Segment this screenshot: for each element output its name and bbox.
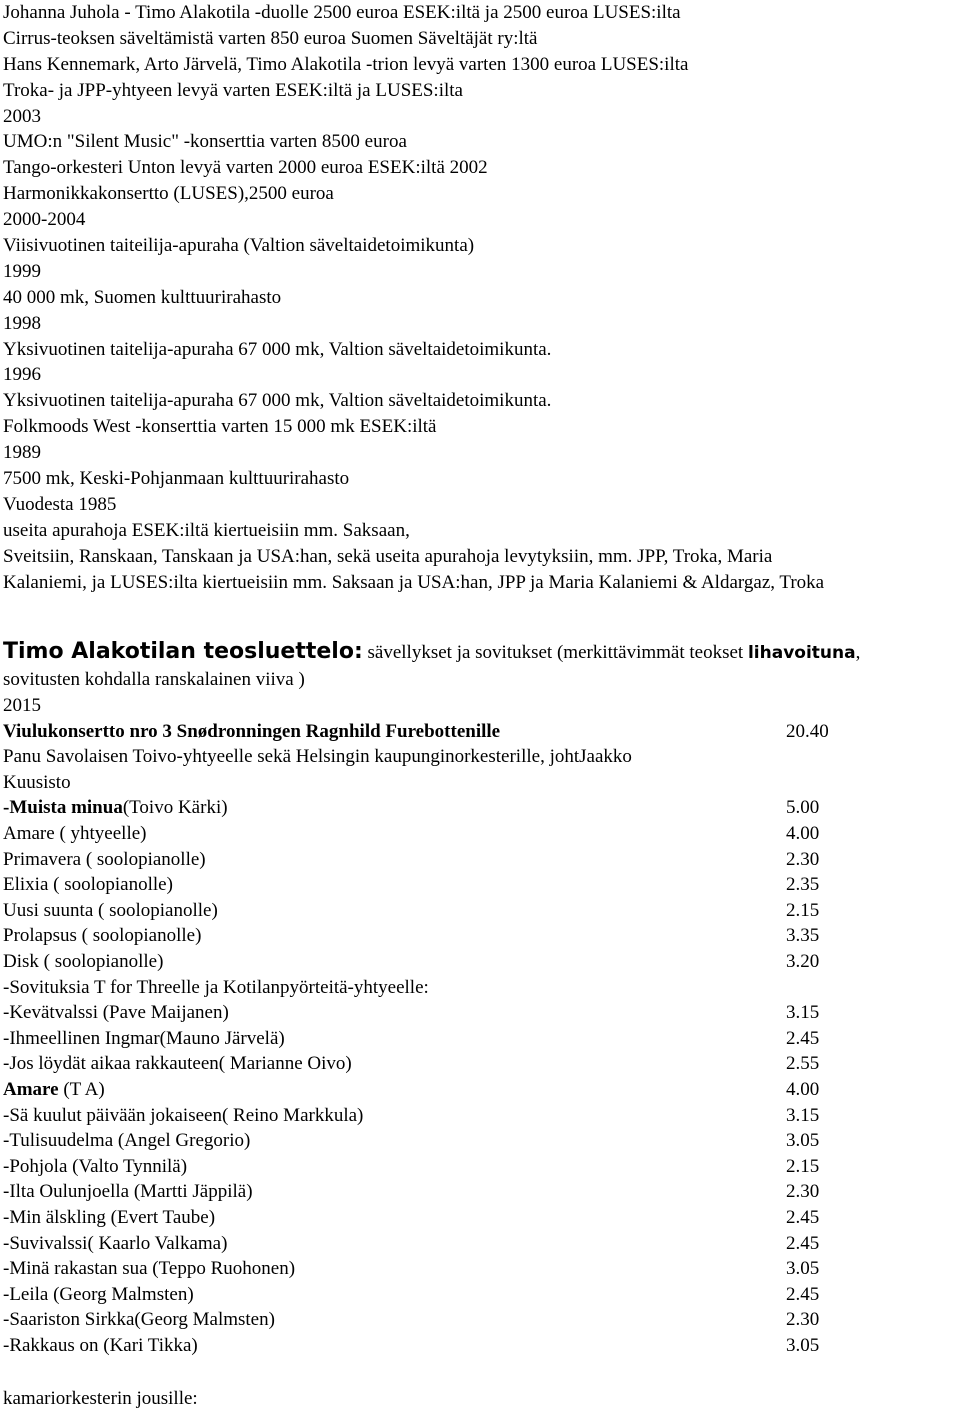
work-title: Primavera ( soolopianolle): [3, 848, 206, 870]
grant-line: UMO:n "Silent Music" -konserttia varten 8500 euroa: [3, 131, 407, 153]
grant-line: Viisivuotinen taiteilija-apuraha (Valtion säveltaidetoimikunta): [3, 235, 475, 257]
work-row: [3, 719, 959, 745]
grants-list: [3, 0, 959, 595]
works-heading-line2: sovitusten kohdalla ranskalainen viiva ): [3, 669, 305, 691]
work-title: -Saariston Sirkka(Georg Malmsten): [3, 1309, 275, 1331]
works-heading-title: Timo Alakotilan teosluettelo:: [3, 639, 363, 665]
work-duration: 2.35: [786, 874, 820, 896]
grant-line: Sveitsiin, Ranskaan, Tanskaan ja USA:han, sekä useita apurahoja levytyksiin, mm. JPP, Troka, Maria: [3, 545, 773, 567]
work-title: -Pohjola (Valto Tynnilä): [3, 1155, 188, 1177]
work-title: -Min älskling (Evert Taube): [3, 1206, 216, 1228]
work-title-bold: Amare: [3, 1078, 59, 1100]
work-row: [3, 898, 959, 924]
grant-year: Vuodesta 1985: [3, 493, 117, 515]
work-duration: 3.05: [786, 1258, 820, 1280]
work-title: (T A): [58, 1078, 105, 1100]
work-row: [3, 1179, 959, 1205]
work-duration: 2.15: [786, 1155, 820, 1177]
work-title: -Suvivalssi( Kaarlo Valkama): [3, 1232, 228, 1254]
work-title-bold: -Muista minua: [3, 797, 123, 819]
work-duration: 2.45: [786, 1283, 820, 1305]
work-row: [3, 1077, 959, 1103]
work-duration: 3.35: [786, 925, 820, 947]
work-row: [3, 1205, 959, 1231]
grant-line: 40 000 mk, Suomen kulttuurirahasto: [3, 286, 282, 308]
work-title: Elixia ( soolopianolle): [3, 874, 173, 896]
works-list: [3, 719, 959, 1359]
grant-line: Cirrus-teoksen säveltämistä varten 850 euroa Suomen Säveltäjät ry:ltä: [3, 27, 538, 49]
work-row: [3, 847, 959, 873]
work-title: -Leila (Georg Malmsten): [3, 1283, 194, 1305]
work-row: [3, 1051, 959, 1077]
work-row: [3, 1231, 959, 1257]
work-row: [3, 872, 959, 898]
works-heading-bold: lihavoituna: [747, 643, 856, 664]
work-duration: 3.05: [786, 1334, 820, 1356]
work-duration: 20.40: [786, 720, 829, 742]
grant-year: 1999: [3, 260, 41, 282]
grant-line: Harmonikkakonsertto (LUSES),2500 euroa: [3, 183, 334, 205]
document-page: [3, 0, 959, 1411]
work-title: -Sovituksia T for Threelle ja Kotilanpyörteitä-yhtyeelle:: [3, 976, 429, 998]
work-title: -Ilta Oulunjoella (Martti Jäppilä): [3, 1181, 253, 1203]
grant-line: Troka- ja JPP-yhtyeen levyä varten ESEK:iltä ja LUSES:ilta: [3, 79, 463, 101]
work-title: -Jos löydät aikaa rakkauteen( Marianne Oivo): [3, 1053, 352, 1075]
grant-line: Hans Kennemark, Arto Järvelä, Timo Alakotila -trion levyä varten 1300 euroa LUSES:ilta: [3, 53, 689, 75]
work-duration: 2.45: [786, 1206, 820, 1228]
work-duration: 3.15: [786, 1104, 820, 1126]
work-duration: 3.15: [786, 1002, 820, 1024]
work-duration: 3.20: [786, 951, 820, 973]
work-row: [3, 949, 959, 975]
grant-year: 1989: [3, 442, 41, 464]
work-row: [3, 770, 959, 796]
grant-line: Tango-orkesteri Unton levyä varten 2000 euroa ESEK:iltä 2002: [3, 157, 488, 179]
work-row: [3, 975, 959, 1001]
work-row: [3, 1103, 959, 1129]
works-heading-comma: ,: [855, 642, 861, 664]
work-duration: 2.30: [786, 848, 820, 870]
works-heading: [3, 637, 959, 667]
work-title: Amare ( yhtyeelle): [3, 823, 147, 845]
work-title: -Minä rakastan sua (Teppo Ruohonen): [3, 1258, 296, 1280]
work-row: [3, 1307, 959, 1333]
work-title: -Tulisuudelma (Angel Gregorio): [3, 1130, 251, 1152]
grant-year: 2003: [3, 105, 41, 127]
work-duration: 4.00: [786, 1078, 820, 1100]
work-row: [3, 1000, 959, 1026]
grant-line: 7500 mk, Keski-Pohjanmaan kulttuurirahasto: [3, 468, 350, 490]
work-row: [3, 1154, 959, 1180]
work-duration: 2.55: [786, 1053, 820, 1075]
grant-year: 1996: [3, 364, 41, 386]
work-duration: 2.45: [786, 1232, 820, 1254]
work-row: [3, 1026, 959, 1052]
work-title: Kuusisto: [3, 771, 71, 793]
work-row: [3, 1128, 959, 1154]
work-title: Panu Savolaisen Toivo-yhtyeelle sekä Helsingin kaupunginorkesterille, johtJaakko: [3, 746, 632, 768]
work-duration: 3.05: [786, 1130, 820, 1152]
work-row: [3, 744, 959, 770]
grant-line: Yksivuotinen taitelija-apuraha 67 000 mk, Valtion säveltaidetoimikunta.: [3, 390, 552, 412]
grant-line: Folkmoods West -konserttia varten 15 000 mk ESEK:iltä: [3, 416, 437, 438]
work-row: [3, 1256, 959, 1282]
work-title-bold: Viulukonsertto nro 3 Snødronningen Ragnhild Furebottenille: [3, 720, 501, 742]
grant-line: useita apurahoja ESEK:iltä kiertueisiin mm. Saksaan,: [3, 519, 410, 541]
work-title: Prolapsus ( soolopianolle): [3, 925, 202, 947]
work-title: -Sä kuulut päivään jokaiseen( Reino Markkula): [3, 1104, 364, 1126]
work-title: (Toivo Kärki): [122, 797, 228, 819]
works-heading-text: sävellykset ja sovitukset (merkittävimmät teokset: [362, 642, 748, 664]
work-row: [3, 821, 959, 847]
grant-line: Yksivuotinen taitelija-apuraha 67 000 mk, Valtion säveltaidetoimikunta.: [3, 338, 552, 360]
work-duration: 4.00: [786, 823, 820, 845]
work-row: [3, 1333, 959, 1359]
grant-line: Johanna Juhola - Timo Alakotila -duolle 2500 euroa ESEK:iltä ja 2500 euroa LUSES:ilta: [3, 2, 681, 23]
work-title: -Ihmeellinen Ingmar(Mauno Järvelä): [3, 1027, 285, 1049]
work-duration: 2.45: [786, 1027, 820, 1049]
work-duration: 5.00: [786, 797, 820, 819]
work-title: -Rakkaus on (Kari Tikka): [3, 1334, 198, 1356]
work-row: [3, 1282, 959, 1308]
work-duration: 2.30: [786, 1309, 820, 1331]
work-row: [3, 923, 959, 949]
work-title: Uusi suunta ( soolopianolle): [3, 899, 218, 921]
work-duration: 2.15: [786, 899, 820, 921]
section-label: kamariorkesterin jousille:: [3, 1387, 198, 1409]
spacer: [3, 1359, 959, 1386]
work-title: -Kevätvalssi (Pave Maijanen): [3, 1002, 229, 1024]
grant-year: 2000-2004: [3, 209, 86, 231]
work-duration: 2.30: [786, 1181, 820, 1203]
work-row: [3, 795, 959, 821]
work-title: Disk ( soolopianolle): [3, 951, 164, 973]
grant-year: 1998: [3, 312, 41, 334]
grant-line: Kalaniemi, ja LUSES:ilta kiertueisiin mm. Saksaan ja USA:han, JPP ja Maria Kalaniemi & Aldargaz, Troka: [3, 571, 825, 593]
works-year: 2015: [3, 695, 41, 717]
